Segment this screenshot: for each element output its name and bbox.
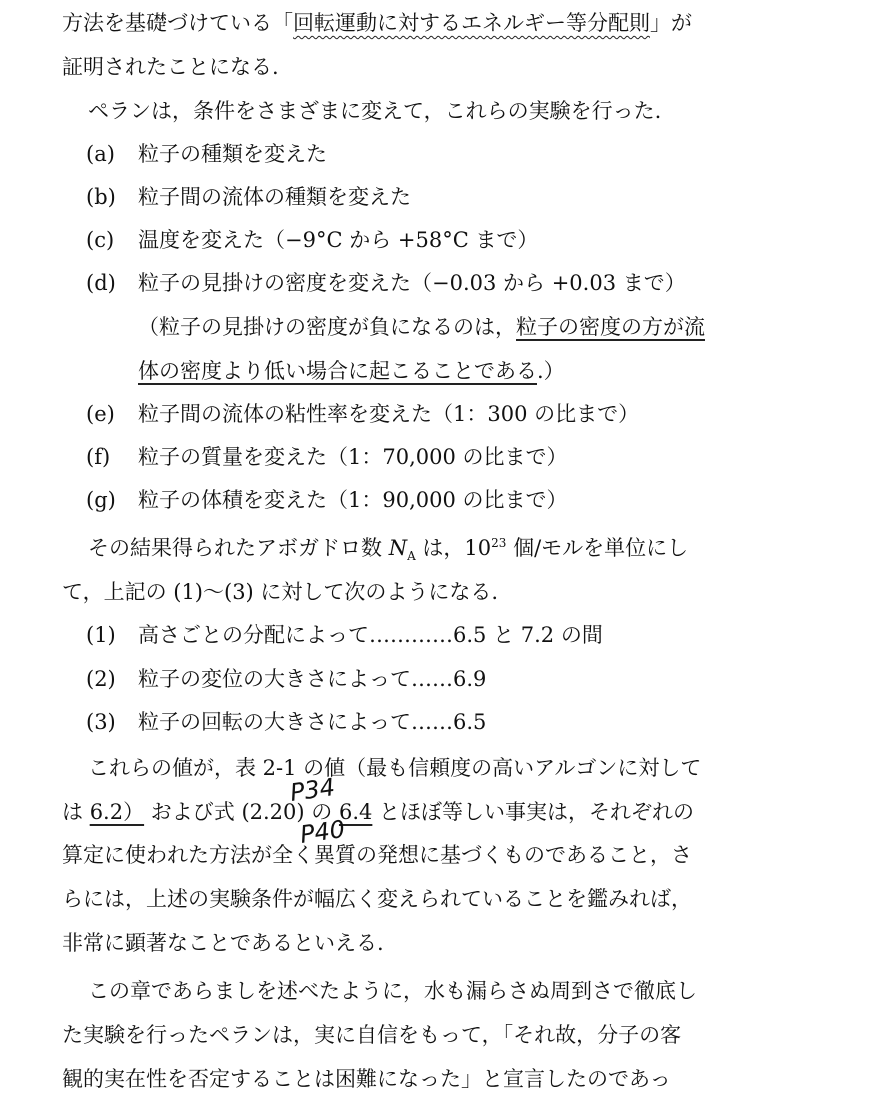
avogadro-symbol: N [388, 536, 408, 560]
text-span: は [62, 800, 90, 824]
item-label: (g) [86, 488, 116, 512]
item-text: 粒子の体積を変えた（1：90,000 の比まで） [138, 488, 568, 512]
text-span: 個/モルを単位にし [506, 536, 689, 560]
note-line [138, 356, 565, 386]
item-label: (f) [86, 445, 111, 469]
text-span: 方法を基礎づけている「 [62, 11, 293, 35]
item-text: 高さごとの分配によって…………6.5 と 7.2 の間 [138, 623, 603, 647]
underlined-value: 6.4 [338, 800, 373, 824]
item-text: 粒子の回転の大きさによって……6.5 [138, 710, 487, 734]
item-label: (1) [86, 623, 116, 647]
text-span: .） [537, 359, 565, 383]
text-line: 証明されたことになる. [62, 55, 279, 79]
handwritten-note: P34 [288, 773, 337, 807]
item-text: 温度を変えた（−9°C から +58°C まで） [138, 228, 539, 252]
item-label: (e) [86, 402, 115, 426]
text-line: 非常に顕著なことであるといえる. [62, 931, 384, 955]
note-line [138, 312, 705, 342]
item-text: 粒子の質量を変えた（1：70,000 の比まで） [138, 445, 568, 469]
text-line: ペランは，条件をさまざまに変えて，これらの実験を行った. [88, 99, 662, 123]
text-line: 観的実在性を否定することは困難になった」と宣言したのであっ [62, 1067, 671, 1091]
text-line [62, 8, 692, 38]
item-text: 粒子の変位の大きさによって……6.9 [138, 667, 487, 691]
text-line: た実験を行ったペランは，実に自信をもって，「それ故，分子の客 [62, 1023, 682, 1047]
text-span: その結果得られたアボガドロ数 [88, 536, 389, 560]
item-label: (c) [86, 228, 115, 252]
item-label: (b) [86, 185, 116, 209]
text-span: および式 (2.20) の [144, 800, 339, 824]
item-text: 粒子間の流体の種類を変えた [138, 185, 411, 209]
item-text: 粒子の種類を変えた [138, 142, 327, 166]
text-line: らには，上述の実験条件が幅広く変えられていることを鑑みれば， [62, 887, 692, 911]
item-label: (d) [86, 271, 116, 295]
underlined-value: 6.2） [89, 800, 145, 824]
wavy-underlined-phrase: 回転運動に対するエネルギー等分配則 [293, 11, 650, 35]
text-line [88, 533, 688, 563]
item-text: 粒子間の流体の粘性率を変えた（1：300 の比まで） [138, 402, 640, 426]
avogadro-subscript: A [407, 549, 416, 564]
text-line: 算定に使われた方法が全く異質の発想に基づくものであること，さ [62, 843, 692, 867]
item-label: (2) [86, 667, 116, 691]
item-label: (3) [86, 710, 116, 734]
item-text: 粒子の見掛けの密度を変えた（−0.03 から +0.03 まで） [138, 271, 686, 295]
text-span: 」が [650, 11, 692, 35]
text-line: て，上記の (1)〜(3) に対して次のようになる. [62, 580, 499, 604]
underlined-phrase: 粒子の密度の方が流 [516, 315, 705, 339]
text-span: は，10 [415, 536, 492, 560]
item-label: (a) [86, 142, 115, 166]
text-line [62, 797, 694, 827]
text-line: これらの値が，表 2-1 の値（最も信頼度の高いアルゴンに対して [88, 756, 702, 780]
exponent: 23 [491, 536, 507, 550]
text-line: この章であらましを述べたように，水も漏らさぬ周到さで徹底し [88, 979, 697, 1003]
underlined-phrase: 体の密度より低い場合に起こることである [138, 359, 537, 383]
text-span: （粒子の見掛けの密度が負になるのは， [138, 315, 516, 339]
handwritten-note: P40 [298, 815, 347, 849]
text-span: とほぼ等しい事実は，それぞれの [372, 800, 695, 824]
